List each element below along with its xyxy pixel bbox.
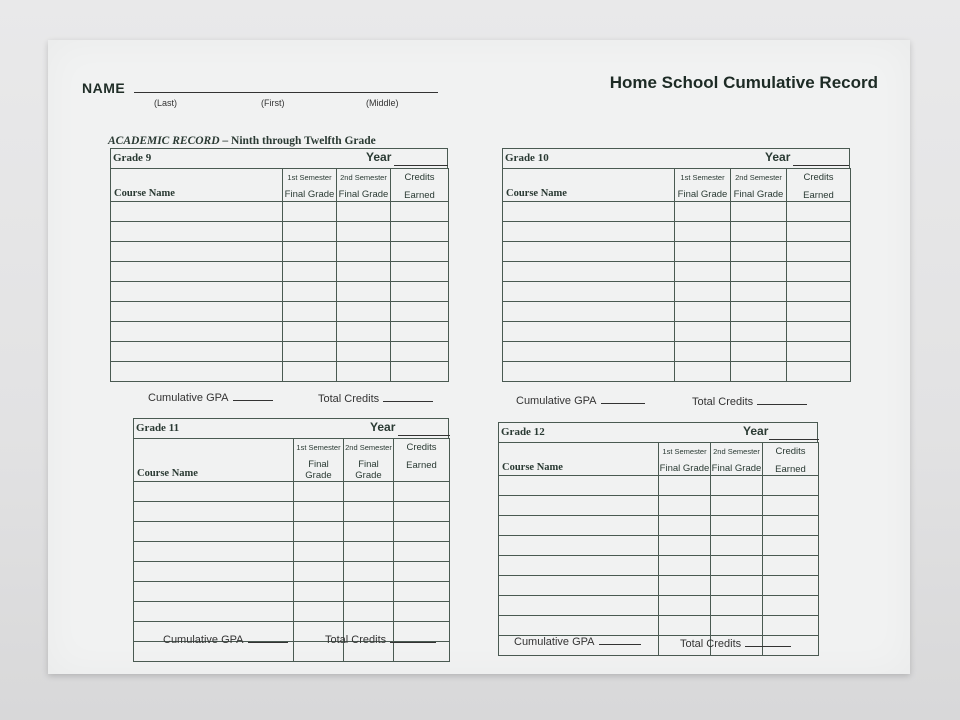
sem2-grade-cell[interactable] bbox=[731, 362, 787, 382]
table-row bbox=[503, 202, 851, 222]
year-label: Year bbox=[743, 424, 769, 438]
course-cell[interactable] bbox=[503, 242, 675, 262]
credits-cell[interactable] bbox=[787, 202, 851, 222]
table-row bbox=[503, 282, 851, 302]
credits-cell[interactable] bbox=[394, 482, 450, 502]
table-row bbox=[503, 342, 851, 362]
sem1-header: 1st Semester Final Grade bbox=[294, 439, 344, 482]
table-row bbox=[111, 242, 449, 262]
table-row bbox=[503, 262, 851, 282]
table-row bbox=[134, 522, 450, 542]
sem1-grade-cell[interactable] bbox=[283, 282, 337, 302]
course-cell[interactable] bbox=[134, 562, 294, 582]
table-row bbox=[134, 542, 450, 562]
sem2-grade-cell[interactable] bbox=[711, 616, 763, 636]
sem2-header: 2nd Semester Final Grade bbox=[337, 169, 391, 202]
table-row bbox=[134, 602, 450, 622]
credits-header: Credits Earned bbox=[391, 169, 449, 202]
course-name-header: Course Name bbox=[134, 439, 294, 482]
sem1-grade-cell[interactable] bbox=[675, 282, 731, 302]
sem2-grade-cell[interactable] bbox=[731, 202, 787, 222]
credits-cell[interactable] bbox=[391, 362, 449, 382]
sem2-grade-cell[interactable] bbox=[337, 222, 391, 242]
sem1-grade-cell[interactable] bbox=[659, 616, 711, 636]
sem2-header: 2nd Semester Final Grade bbox=[711, 443, 763, 476]
table-row bbox=[111, 282, 449, 302]
sem1-grade-cell[interactable] bbox=[675, 322, 731, 342]
name-last-caption: (Last) bbox=[154, 98, 178, 108]
credits-cell[interactable] bbox=[391, 322, 449, 342]
credits-cell[interactable] bbox=[394, 542, 450, 562]
course-cell[interactable] bbox=[111, 242, 283, 262]
sem2-grade-cell[interactable] bbox=[731, 262, 787, 282]
sem2-grade-cell[interactable] bbox=[337, 202, 391, 222]
credits-cell[interactable] bbox=[394, 562, 450, 582]
year-label: Year bbox=[370, 420, 396, 434]
sem2-grade-cell[interactable] bbox=[337, 322, 391, 342]
sem1-grade-cell[interactable] bbox=[294, 522, 344, 542]
cumulative-gpa: Cumulative GPA bbox=[516, 395, 645, 407]
table-row bbox=[134, 562, 450, 582]
credits-blank[interactable] bbox=[745, 646, 791, 647]
credits-cell[interactable] bbox=[394, 522, 450, 542]
sem2-grade-cell[interactable] bbox=[337, 262, 391, 282]
total-credits: Total Credits bbox=[692, 396, 807, 408]
credits-cell[interactable] bbox=[394, 502, 450, 522]
table-row bbox=[499, 536, 819, 556]
sem1-grade-cell[interactable] bbox=[283, 342, 337, 362]
sem1-grade-cell[interactable] bbox=[675, 222, 731, 242]
sem1-grade-cell[interactable] bbox=[659, 536, 711, 556]
sem2-grade-cell[interactable] bbox=[711, 496, 763, 516]
credits-cell[interactable] bbox=[787, 362, 851, 382]
gpa-blank[interactable] bbox=[601, 403, 645, 404]
table-row bbox=[111, 202, 449, 222]
course-cell[interactable] bbox=[499, 476, 659, 496]
section-heading-italic: ACADEMIC RECORD bbox=[108, 135, 220, 147]
table-row bbox=[111, 302, 449, 322]
name-first-caption: (First) bbox=[261, 98, 285, 108]
course-cell[interactable] bbox=[503, 202, 675, 222]
credits-cell[interactable] bbox=[787, 322, 851, 342]
section-heading bbox=[108, 135, 376, 147]
credits-cell[interactable] bbox=[787, 302, 851, 322]
credits-cell[interactable] bbox=[763, 616, 819, 636]
credits-cell[interactable] bbox=[391, 262, 449, 282]
total-credits: Total Credits bbox=[680, 638, 791, 650]
grade-label: Grade 12 bbox=[501, 426, 545, 438]
year-line bbox=[394, 165, 448, 166]
grade-header bbox=[498, 422, 818, 442]
sem2-grade-cell[interactable] bbox=[711, 576, 763, 596]
gpa-blank[interactable] bbox=[233, 400, 273, 401]
table-row bbox=[499, 556, 819, 576]
sem2-grade-cell[interactable] bbox=[337, 282, 391, 302]
table-header-row bbox=[503, 169, 851, 202]
sem2-grade-cell[interactable] bbox=[344, 482, 394, 502]
sem1-grade-cell[interactable] bbox=[675, 242, 731, 262]
name-label: NAME bbox=[82, 80, 126, 96]
sem2-grade-cell[interactable] bbox=[711, 596, 763, 616]
credits-cell[interactable] bbox=[763, 496, 819, 516]
sem2-grade-cell[interactable] bbox=[711, 476, 763, 496]
table-header-row bbox=[134, 439, 450, 482]
credits-cell[interactable] bbox=[391, 222, 449, 242]
sem1-grade-cell[interactable] bbox=[659, 516, 711, 536]
grade-label: Grade 10 bbox=[505, 152, 549, 164]
course-cell[interactable] bbox=[503, 362, 675, 382]
sem2-grade-cell[interactable] bbox=[344, 562, 394, 582]
course-cell[interactable] bbox=[499, 576, 659, 596]
sem2-grade-cell[interactable] bbox=[731, 222, 787, 242]
table-row bbox=[111, 342, 449, 362]
table-row bbox=[134, 502, 450, 522]
credits-blank[interactable] bbox=[390, 642, 436, 643]
table-row bbox=[499, 496, 819, 516]
sem1-grade-cell[interactable] bbox=[294, 542, 344, 562]
credits-cell[interactable] bbox=[763, 576, 819, 596]
course-cell[interactable] bbox=[111, 302, 283, 322]
course-cell[interactable] bbox=[499, 496, 659, 516]
sem1-grade-cell[interactable] bbox=[659, 476, 711, 496]
course-cell[interactable] bbox=[111, 222, 283, 242]
sem2-grade-cell[interactable] bbox=[731, 242, 787, 262]
credits-cell[interactable] bbox=[391, 282, 449, 302]
course-table bbox=[110, 168, 449, 382]
sem1-grade-cell[interactable] bbox=[294, 582, 344, 602]
course-name-header: Course Name bbox=[503, 169, 675, 202]
course-cell[interactable] bbox=[111, 282, 283, 302]
course-name-header: Course Name bbox=[499, 443, 659, 476]
course-cell[interactable] bbox=[503, 282, 675, 302]
total-credits: Total Credits bbox=[318, 393, 433, 405]
credits-header: Credits Earned bbox=[394, 439, 450, 482]
credits-cell[interactable] bbox=[763, 536, 819, 556]
table-row bbox=[503, 362, 851, 382]
sem2-grade-cell[interactable] bbox=[337, 302, 391, 322]
total-credits: Total Credits bbox=[325, 634, 436, 646]
grade-header bbox=[133, 418, 449, 438]
credits-cell[interactable] bbox=[787, 282, 851, 302]
course-name-header: Course Name bbox=[111, 169, 283, 202]
sem1-grade-cell[interactable] bbox=[283, 322, 337, 342]
sem1-grade-cell[interactable] bbox=[675, 302, 731, 322]
sem1-grade-cell[interactable] bbox=[283, 302, 337, 322]
grade-header bbox=[110, 148, 448, 168]
sem2-grade-cell[interactable] bbox=[344, 602, 394, 622]
sem1-grade-cell[interactable] bbox=[659, 576, 711, 596]
table-row bbox=[111, 362, 449, 382]
course-table bbox=[498, 442, 819, 656]
name-middle-caption: (Middle) bbox=[366, 98, 399, 108]
course-cell[interactable] bbox=[111, 362, 283, 382]
credits-cell[interactable] bbox=[763, 476, 819, 496]
year-line bbox=[398, 435, 450, 436]
sem1-grade-cell[interactable] bbox=[659, 556, 711, 576]
sem1-grade-cell[interactable] bbox=[283, 202, 337, 222]
course-cell[interactable] bbox=[503, 222, 675, 242]
course-cell[interactable] bbox=[499, 536, 659, 556]
year-label: Year bbox=[765, 150, 791, 164]
sem2-grade-cell[interactable] bbox=[731, 342, 787, 362]
credits-cell[interactable] bbox=[763, 516, 819, 536]
sem1-grade-cell[interactable] bbox=[294, 562, 344, 582]
course-cell[interactable] bbox=[134, 582, 294, 602]
course-cell[interactable] bbox=[111, 342, 283, 362]
course-cell[interactable] bbox=[503, 322, 675, 342]
credits-blank[interactable] bbox=[757, 404, 807, 405]
sem2-grade-cell[interactable] bbox=[711, 556, 763, 576]
table-row bbox=[499, 476, 819, 496]
credits-cell[interactable] bbox=[763, 556, 819, 576]
credits-blank[interactable] bbox=[383, 401, 433, 402]
course-cell[interactable] bbox=[111, 322, 283, 342]
document-title: Home School Cumulative Record bbox=[609, 73, 878, 92]
sem1-grade-cell[interactable] bbox=[659, 596, 711, 616]
year-line bbox=[769, 439, 819, 440]
sem1-header: 1st Semester Final Grade bbox=[283, 169, 337, 202]
course-cell[interactable] bbox=[134, 482, 294, 502]
sem1-grade-cell[interactable] bbox=[675, 362, 731, 382]
gpa-blank[interactable] bbox=[599, 644, 641, 645]
year-label: Year bbox=[366, 150, 392, 164]
gpa-blank[interactable] bbox=[248, 642, 288, 643]
table-row bbox=[111, 262, 449, 282]
year-line bbox=[793, 165, 849, 166]
table-row bbox=[503, 322, 851, 342]
sem2-grade-cell[interactable] bbox=[344, 582, 394, 602]
credits-cell[interactable] bbox=[787, 342, 851, 362]
credits-cell[interactable] bbox=[394, 582, 450, 602]
sem2-grade-cell[interactable] bbox=[711, 516, 763, 536]
course-cell[interactable] bbox=[134, 502, 294, 522]
grade-record-box-9 bbox=[110, 148, 448, 418]
course-cell[interactable] bbox=[503, 262, 675, 282]
table-row bbox=[134, 582, 450, 602]
record-sheet bbox=[48, 40, 910, 674]
credits-cell[interactable] bbox=[763, 596, 819, 616]
sem1-grade-cell[interactable] bbox=[675, 342, 731, 362]
course-cell[interactable] bbox=[134, 542, 294, 562]
grade-record-box-11 bbox=[133, 418, 449, 688]
course-table bbox=[133, 438, 450, 662]
credits-cell[interactable] bbox=[391, 342, 449, 362]
table-row bbox=[499, 576, 819, 596]
sem2-grade-cell[interactable] bbox=[344, 522, 394, 542]
course-cell[interactable] bbox=[499, 556, 659, 576]
course-cell[interactable] bbox=[499, 516, 659, 536]
credits-cell[interactable] bbox=[787, 242, 851, 262]
table-row bbox=[134, 482, 450, 502]
table-row bbox=[499, 516, 819, 536]
sem2-grade-cell[interactable] bbox=[337, 242, 391, 262]
grade-header bbox=[502, 148, 850, 168]
sem1-header: 1st Semester Final Grade bbox=[675, 169, 731, 202]
course-cell[interactable] bbox=[503, 302, 675, 322]
course-cell[interactable] bbox=[134, 522, 294, 542]
sem2-header: 2nd Semester Final Grade bbox=[731, 169, 787, 202]
sem1-grade-cell[interactable] bbox=[294, 602, 344, 622]
table-row bbox=[499, 616, 819, 636]
course-table bbox=[502, 168, 851, 382]
credits-cell[interactable] bbox=[391, 202, 449, 222]
sem2-grade-cell[interactable] bbox=[344, 542, 394, 562]
sem2-grade-cell[interactable] bbox=[337, 362, 391, 382]
sem2-header: 2nd Semester Final Grade bbox=[344, 439, 394, 482]
sem2-grade-cell[interactable] bbox=[731, 322, 787, 342]
cumulative-gpa: Cumulative GPA bbox=[514, 636, 641, 648]
sem2-grade-cell[interactable] bbox=[337, 342, 391, 362]
cumulative-gpa: Cumulative GPA bbox=[148, 392, 273, 404]
sem2-grade-cell[interactable] bbox=[711, 536, 763, 556]
credits-header: Credits Earned bbox=[763, 443, 819, 476]
credits-cell[interactable] bbox=[391, 302, 449, 322]
sem1-grade-cell[interactable] bbox=[283, 242, 337, 262]
table-header-row bbox=[499, 443, 819, 476]
table-row bbox=[503, 222, 851, 242]
sem1-grade-cell[interactable] bbox=[294, 502, 344, 522]
grade-record-box-10 bbox=[502, 148, 850, 418]
course-cell[interactable] bbox=[499, 596, 659, 616]
sem1-grade-cell[interactable] bbox=[283, 222, 337, 242]
sem1-grade-cell[interactable] bbox=[659, 496, 711, 516]
table-header-row bbox=[111, 169, 449, 202]
credits-header: Credits Earned bbox=[787, 169, 851, 202]
name-line bbox=[134, 92, 438, 93]
sem2-grade-cell[interactable] bbox=[731, 282, 787, 302]
course-cell[interactable] bbox=[499, 616, 659, 636]
sem1-grade-cell[interactable] bbox=[294, 482, 344, 502]
table-row bbox=[111, 322, 449, 342]
grade-label: Grade 9 bbox=[113, 152, 152, 164]
table-row bbox=[503, 302, 851, 322]
credits-cell[interactable] bbox=[391, 242, 449, 262]
credits-cell[interactable] bbox=[787, 262, 851, 282]
sem1-grade-cell[interactable] bbox=[283, 362, 337, 382]
course-cell[interactable] bbox=[111, 202, 283, 222]
table-row bbox=[499, 596, 819, 616]
sem1-grade-cell[interactable] bbox=[675, 202, 731, 222]
grade-record-box-12 bbox=[498, 422, 818, 692]
sem1-grade-cell[interactable] bbox=[283, 262, 337, 282]
sem1-grade-cell[interactable] bbox=[675, 262, 731, 282]
cumulative-gpa: Cumulative GPA bbox=[163, 634, 288, 646]
sem2-grade-cell[interactable] bbox=[731, 302, 787, 322]
course-cell[interactable] bbox=[111, 262, 283, 282]
table-row bbox=[503, 242, 851, 262]
credits-cell[interactable] bbox=[787, 222, 851, 242]
sem1-header: 1st Semester Final Grade bbox=[659, 443, 711, 476]
grade-label: Grade 11 bbox=[136, 422, 180, 434]
course-cell[interactable] bbox=[503, 342, 675, 362]
section-heading-rest: – Ninth through Twelfth Grade bbox=[219, 135, 376, 147]
credits-cell[interactable] bbox=[394, 602, 450, 622]
course-cell[interactable] bbox=[134, 602, 294, 622]
table-row bbox=[111, 222, 449, 242]
sem2-grade-cell[interactable] bbox=[344, 502, 394, 522]
